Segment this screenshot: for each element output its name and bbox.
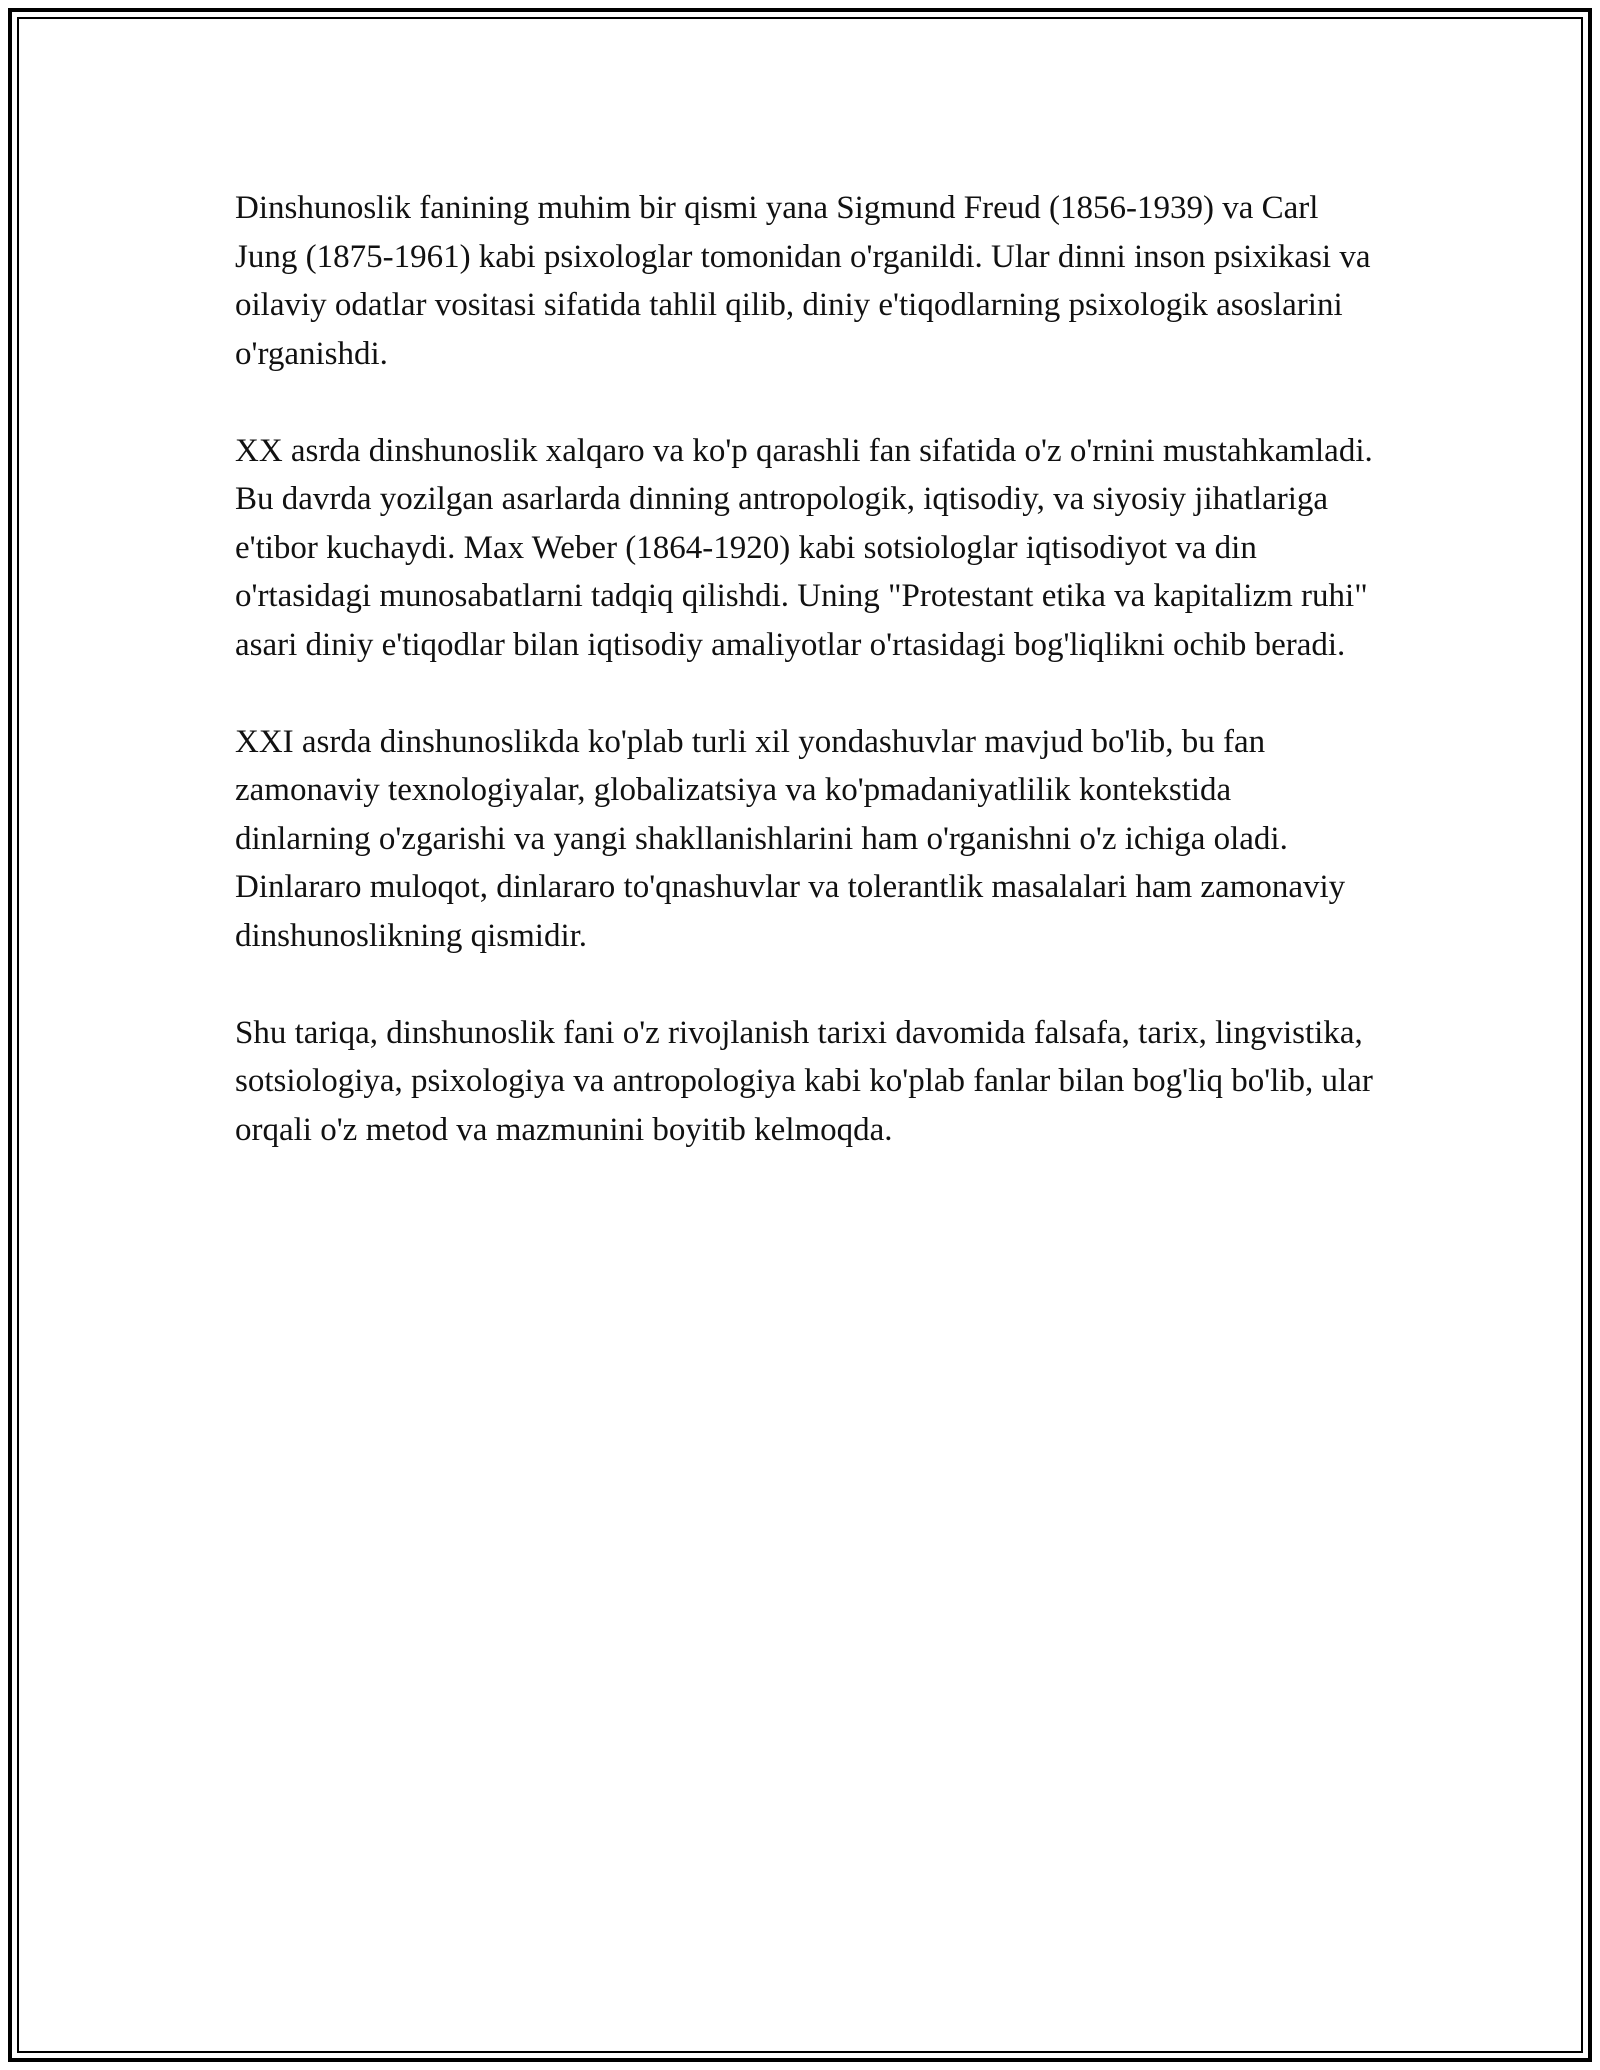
paragraph-3: XXI asrda dinshunoslikda ko'plab turli xil yondashuvlar mavjud bo'lib, bu fan zamonaviy texnologiyalar, globalizatsiya va ko'pmadaniyatlilik kontekstida dinlarning o'zgarishi va yangi shakllanishlarini ham o'rganishni o'z ichiga oladi. Dinlararo muloqot, dinlararo to'qnashuvlar va tolerantlik masalalari ham zamonaviy dinshunoslikning qismidir. [235, 723, 1346, 954]
paragraph-2: XX asrda dinshunoslik xalqaro va ko'p qarashli fan sifatida o'z o'rnini mustahkamladi. Bu davrda yozilgan asarlarda dinning antropologik, iqtisodiy, va siyosiy jihatlariga e'tibor kuchaydi. Max Weber (1864-1920) kabi sotsiologlar iqtisodiyot va din o'rtasidagi munosabatlarni tadqiq qilishdi. Uning "Protestant etika va kapitalizm ruhi" asari diniy e'tiqodlar bilan iqtisodiy amaliyotlar o'rtasidagi bog'liqlikni ochib beradi. [235, 432, 1373, 663]
paragraph-1: Dinshunoslik fanining muhim bir qismi yana Sigmund Freud (1856-1939) va Carl Jung (1875-1961) kabi psixologlar tomonidan o'rganildi. Ular dinni inson psixikasi va oilaviy odatlar vositasi sifatida tahlil qilib, diniy e'tiqodlarning psixologik asoslarini o'rganishdi. [235, 190, 1371, 372]
document-body [235, 184, 1375, 1154]
paragraph-4: Shu tariqa, dinshunoslik fani o'z rivojlanish tarixi davomida falsafa, tarix, lingvistika, sotsiologiya, psixologiya va antropologiya kabi ko'plab fanlar bilan bog'liq bo'lib, ular orqali o'z metod va mazmunini boyitib kelmoqda. [235, 1014, 1373, 1148]
